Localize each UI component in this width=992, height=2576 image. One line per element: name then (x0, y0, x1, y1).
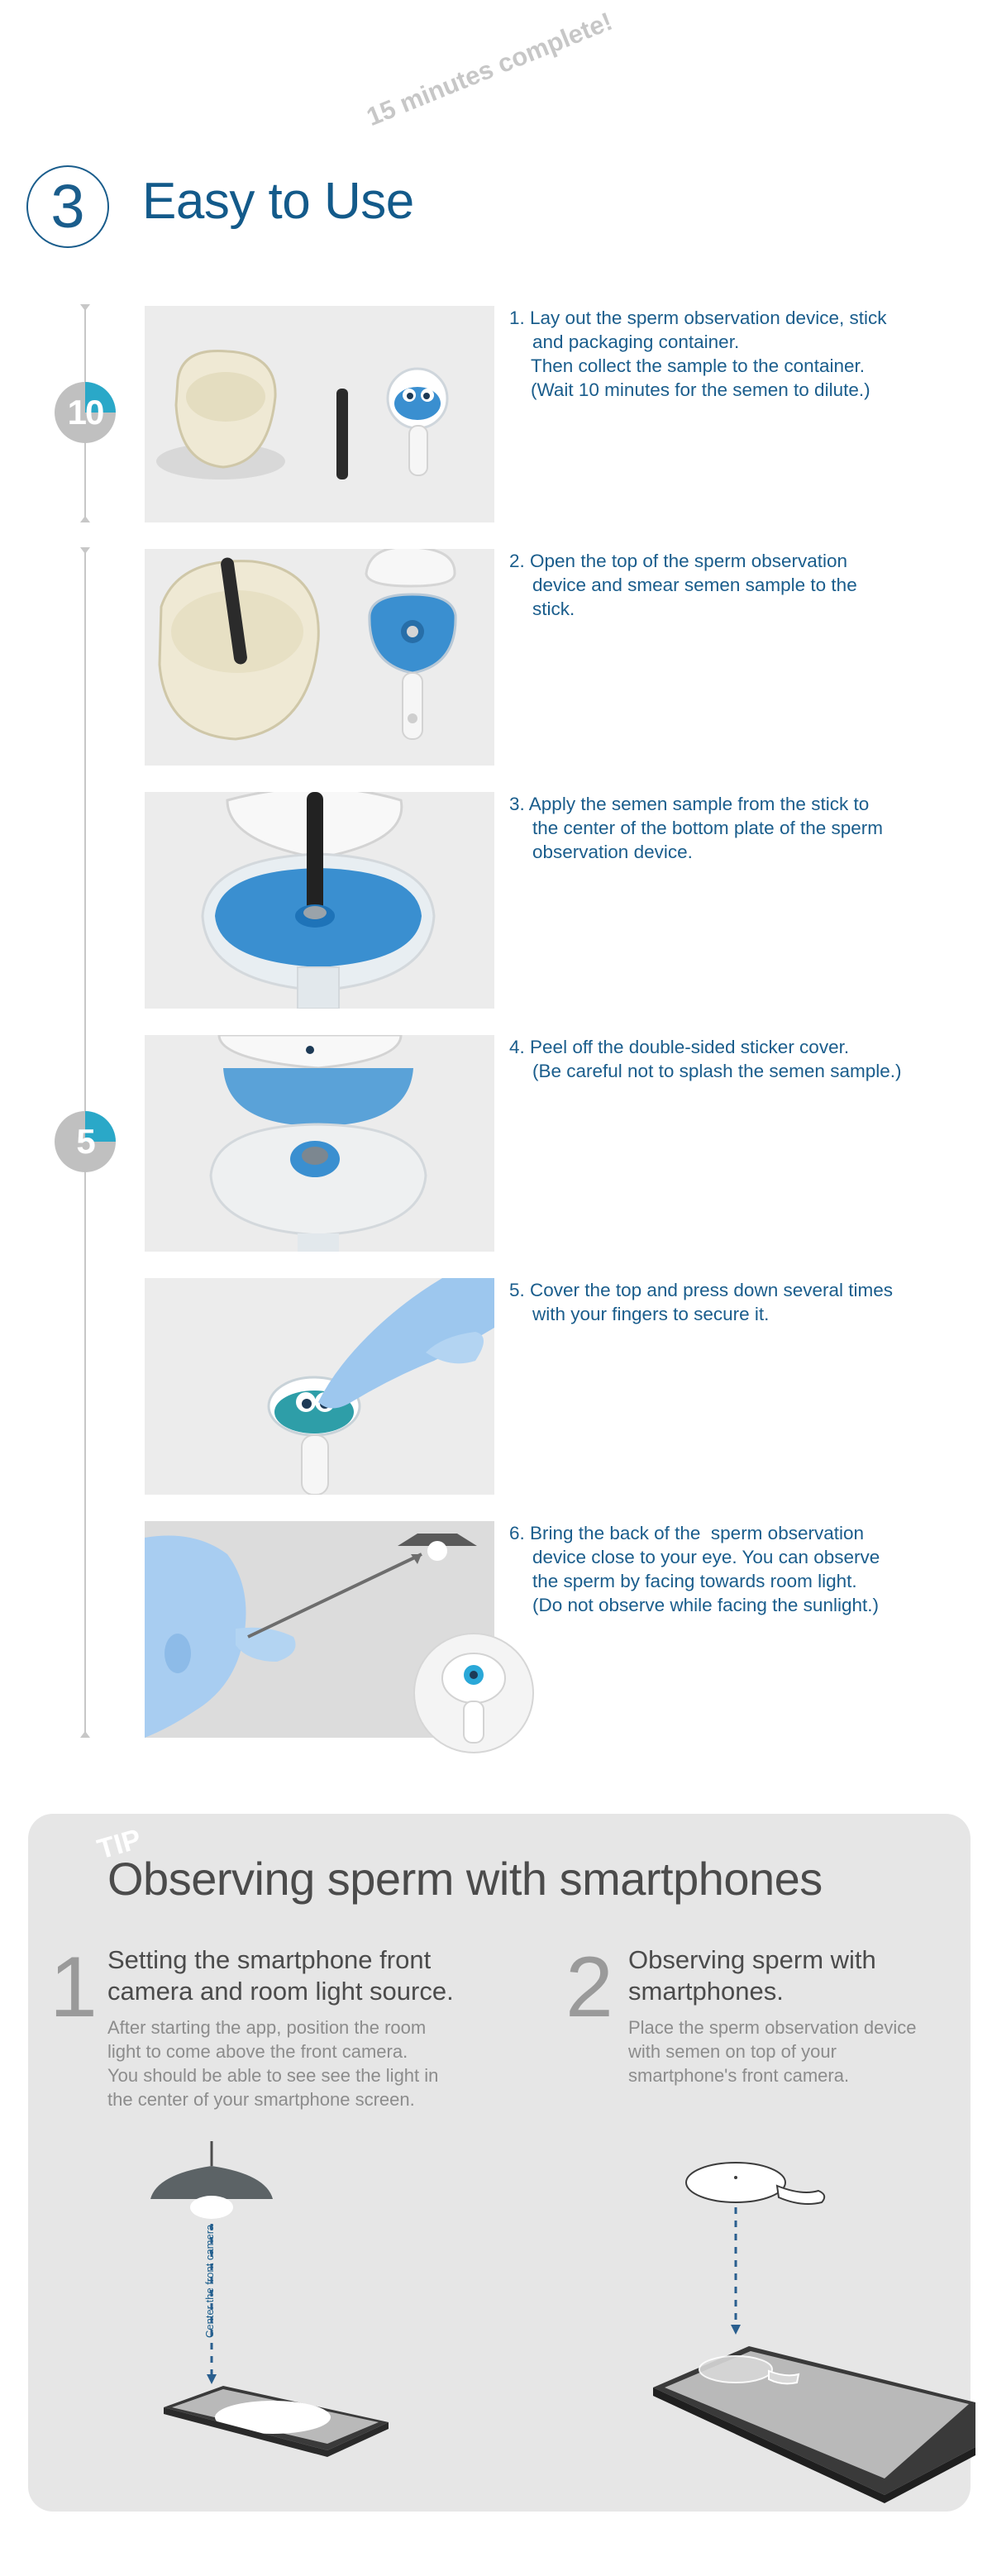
step-1-line-3: Then collect the sample to the container. (531, 355, 865, 376)
tip-label: TIP (93, 1823, 145, 1866)
step-3-image (145, 792, 494, 1009)
step-5-image (145, 1278, 494, 1495)
tip-title: Observing sperm with smartphones (107, 1853, 823, 1905)
section-number-circle (26, 165, 109, 248)
tip-1-body-line-4: the center of your smartphone screen. (107, 2089, 415, 2110)
timer-5-label: 5 (76, 1122, 94, 1161)
step-4-image (145, 1035, 494, 1252)
tip-1-heading-line-1: Setting the smartphone front (107, 1945, 432, 1974)
tip-2-heading (628, 1944, 992, 2007)
step-6-image (145, 1521, 494, 1738)
step-6-line-2: device close to your eye. You can observe (532, 1547, 880, 1567)
tip-1-heading (107, 1944, 496, 2007)
tip-1-body-line-3: You should be able to see see the light in (107, 2065, 439, 2086)
tip-2-number: 2 (565, 1939, 613, 2035)
step-5-line-2: with your fingers to secure it. (532, 1304, 770, 1324)
step-6-line-4: (Do not observe while facing the sunlight.) (532, 1595, 879, 1615)
tip-2-heading-line-1: Observing sperm with (628, 1945, 876, 1974)
step-2-line-1: Open the top of the sperm observation (530, 551, 848, 571)
step-2-number: 2. (509, 551, 525, 571)
step-6-number: 6. (509, 1523, 525, 1543)
step-4-text (509, 1035, 939, 1083)
tip-1-number: 1 (50, 1939, 98, 2035)
step-3-line-1: Apply the semen sample from the stick to (528, 794, 870, 814)
tip-2-body-line-3: smartphone's front camera. (628, 2065, 850, 2086)
tip-2-body-line-2: with semen on top of your (628, 2041, 837, 2062)
step-3-line-2: the center of the bottom plate of the sperm (532, 818, 883, 838)
timeline-start-arrow (80, 304, 90, 311)
tip-2-body-line-1: Place the sperm observation device (628, 2017, 917, 2038)
tip-1-body-line-2: light to come above the front camera. (107, 2041, 408, 2062)
step-1-line-2: and packaging container. (532, 332, 740, 352)
tip-1-illustration (141, 2141, 405, 2488)
step-1-line-1: Lay out the sperm observation device, stick (530, 308, 887, 328)
step-1-line-4: (Wait 10 minutes for the semen to dilute.) (531, 379, 870, 400)
step-2-line-2: device and smear semen sample to the (532, 575, 857, 595)
completion-note: 15 minutes complete! (362, 6, 617, 132)
step-5-number: 5. (509, 1280, 525, 1300)
step-6-text (509, 1521, 939, 1617)
tip-1-body (107, 2015, 488, 2111)
step-2-text (509, 549, 939, 621)
step-4-number: 4. (509, 1037, 525, 1057)
step-4-line-1: Peel off the double-sided sticker cover. (530, 1037, 850, 1057)
step-1-number: 1. (509, 308, 525, 328)
tip-2-illustration (645, 2149, 975, 2513)
step-4-line-2: (Be careful not to splash the semen sample.) (532, 1061, 902, 1081)
timeline-end-arrow (80, 516, 90, 522)
tip-1-body-line-1: After starting the app, position the room (107, 2017, 427, 2038)
page-title: Easy to Use (142, 173, 414, 230)
center-camera-label: Center the front camera (203, 2224, 216, 2338)
tip-1-heading-line-2: camera and room light source. (107, 1977, 454, 2006)
step-5-line-1: Cover the top and press down several times (530, 1280, 894, 1300)
step-1-text (509, 306, 939, 402)
tip-2-body (628, 2015, 992, 2087)
timer-5-badge (55, 1111, 116, 1172)
timer-10-badge (55, 382, 116, 443)
step-5-text (509, 1278, 939, 1326)
step-2-image (145, 549, 494, 766)
tip-2-heading-line-2: smartphones. (628, 1977, 784, 2006)
step-3-text (509, 792, 939, 864)
timer-10-label: 10 (67, 393, 103, 432)
step-3-line-3: observation device. (532, 842, 693, 862)
step-6-line-1: Bring the back of the sperm observation (530, 1523, 864, 1543)
timeline-start-arrow-2 (80, 547, 90, 554)
step-6-line-3: the sperm by facing towards room light. (532, 1571, 857, 1591)
step-2-line-3: stick. (532, 599, 575, 619)
step-3-number: 3. (509, 794, 525, 814)
timeline-end-arrow-2 (80, 1731, 90, 1738)
section-number: 3 (50, 172, 85, 241)
step-1-image (145, 306, 494, 522)
